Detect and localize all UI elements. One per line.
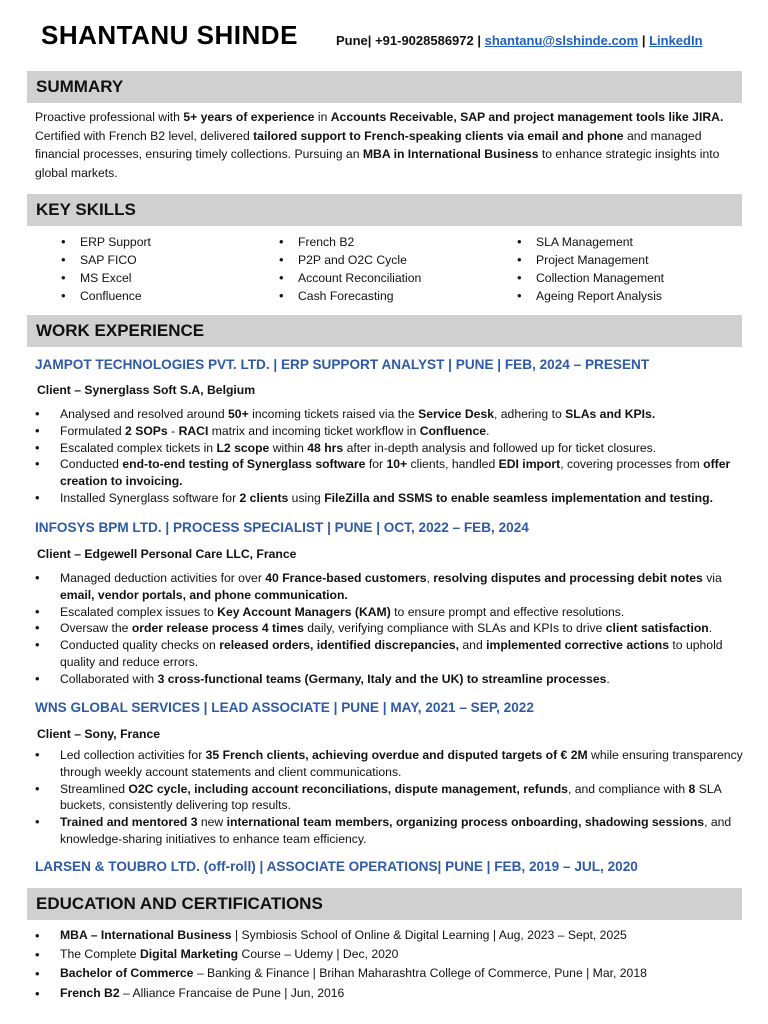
skills-section-header	[27, 194, 742, 226]
job-client-jampot: Client – Synerglass Soft S.A, Belgium	[37, 383, 256, 397]
list-item: • The Complete Digital Marketing Course – Udemy | Dec, 2020	[35, 945, 745, 964]
list-item: • Streamlined O2C cycle, including account reconciliations, dispute management, refunds, and compliance with 8 SLA buckets, consistently delivering top results.	[35, 781, 745, 815]
separator: |	[367, 33, 372, 48]
list-item: • French B2 – Alliance Francaise de Pune | Jun, 2016	[35, 984, 745, 1003]
education-section-header	[27, 888, 742, 920]
list-item: • MBA – International Business | Symbiosis School of Online & Digital Learning | Aug, 2023 – Sept, 2025	[35, 926, 745, 945]
job-bullets-wns	[35, 747, 745, 848]
phone: +91-9028586972	[375, 33, 474, 48]
list-item: • Escalated complex issues to Key Account Managers (KAM) to ensure prompt and effective resolutions.	[35, 604, 745, 621]
list-item: • Installed Synerglass software for 2 clients using FileZilla and SSMS to enable seamless implementation and testing.	[35, 490, 745, 507]
list-item: • Trained and mentored 3 new international team members, organizing process onboarding, shadowing sessions, and knowledge-sharing initiatives to enhance team efficiency.	[35, 814, 745, 848]
skill-item: • Collection Management	[517, 269, 664, 287]
section-title: WORK EXPERIENCE	[36, 321, 205, 340]
skill-item: • P2P and O2C Cycle	[279, 251, 421, 269]
skill-item: • ERP Support	[61, 233, 151, 251]
skill-item: • Account Reconciliation	[279, 269, 421, 287]
summary-section-header	[27, 71, 742, 103]
job-title-wns: WNS GLOBAL SERVICES | LEAD ASSOCIATE | PUNE | MAY, 2021 – SEP, 2022	[35, 700, 534, 715]
list-item: • Conducted end-to-end testing of Synerglass software for 10+ clients, handled EDI import, covering processes from offer creation to invoicing.	[35, 456, 745, 490]
location: Pune	[336, 33, 368, 48]
job-title-lt: LARSEN & TOUBRO LTD. (off-roll) | ASSOCIATE OPERATIONS| PUNE | FEB, 2019 – JUL, 2020	[35, 859, 638, 874]
skill-item: • Ageing Report Analysis	[517, 287, 664, 305]
contact-line	[336, 33, 703, 48]
list-item: • Formulated 2 SOPs - RACI matrix and incoming ticket workflow in Confluence.	[35, 423, 745, 440]
job-title-jampot: JAMPOT TECHNOLOGIES PVT. LTD. | ERP SUPPORT ANALYST | PUNE | FEB, 2024 – PRESENT	[35, 357, 650, 372]
job-client-infosys: Client – Edgewell Personal Care LLC, France	[37, 547, 297, 561]
job-title-infosys: INFOSYS BPM LTD. | PROCESS SPECIALIST | PUNE | OCT, 2022 – FEB, 2024	[35, 520, 529, 535]
skill-item: • SLA Management	[517, 233, 664, 251]
experience-section-header	[27, 315, 742, 347]
separator: |	[641, 33, 646, 48]
education-list	[35, 926, 745, 1003]
skills-list	[0, 233, 768, 309]
skill-item: • Project Management	[517, 251, 664, 269]
section-title: SUMMARY	[36, 77, 124, 96]
skill-item: • MS Excel	[61, 269, 151, 287]
section-title: KEY SKILLS	[36, 200, 136, 219]
job-client-wns: Client – Sony, France	[37, 727, 161, 741]
skills-column-3	[517, 233, 664, 305]
section-title: EDUCATION AND CERTIFICATIONS	[36, 894, 323, 913]
summary-text: Proactive professional with 5+ years of experience in Accounts Receivable, SAP and project management tools like JIRA. Certified with French B2 level, delivered tailored support to French-speaking clients via email and phone and managed financial processes, ensuring timely collections. Pursuing an MBA in International Business to enhance strategic insights into global markets.	[35, 110, 724, 180]
list-item: • Conducted quality checks on released orders, identified discrepancies, and implemented corrective actions to uphold quality and reduce errors.	[35, 637, 745, 671]
list-item: • Managed deduction activities for over 40 France-based customers, resolving disputes and processing debit notes via email, vendor portals, and phone communication.	[35, 570, 745, 604]
list-item: • Escalated complex tickets in L2 scope within 48 hrs after in-depth analysis and followed up for ticket closures.	[35, 440, 745, 457]
skill-item: • French B2	[279, 233, 421, 251]
skills-column-2	[279, 233, 421, 305]
list-item: • Led collection activities for 35 French clients, achieving overdue and disputed targets of € 2M while ensuring transparency through weekly account statements and client communications.	[35, 747, 745, 781]
list-item: • Bachelor of Commerce – Banking & Finance | Brihan Maharashtra College of Commerce, Pune | Mar, 2018	[35, 964, 745, 983]
skill-item: • Cash Forecasting	[279, 287, 421, 305]
list-item: • Collaborated with 3 cross-functional teams (Germany, Italy and the UK) to streamline processes.	[35, 671, 745, 688]
job-bullets-infosys	[35, 570, 745, 688]
linkedin-link[interactable]: LinkedIn	[649, 33, 703, 48]
list-item: • Analysed and resolved around 50+ incoming tickets raised via the Service Desk, adhering to SLAs and KPIs.	[35, 406, 745, 423]
job-bullets-jampot	[35, 406, 745, 507]
skill-item: • Confluence	[61, 287, 151, 305]
candidate-name: SHANTANU SHINDE	[41, 20, 298, 50]
list-item: • Oversaw the order release process 4 times daily, verifying compliance with SLAs and KPIs to drive client satisfaction.	[35, 620, 745, 637]
skill-item: • SAP FICO	[61, 251, 151, 269]
email-link[interactable]: shantanu@slshinde.com	[484, 33, 639, 48]
skills-column-1	[61, 233, 151, 305]
separator: |	[477, 33, 482, 48]
